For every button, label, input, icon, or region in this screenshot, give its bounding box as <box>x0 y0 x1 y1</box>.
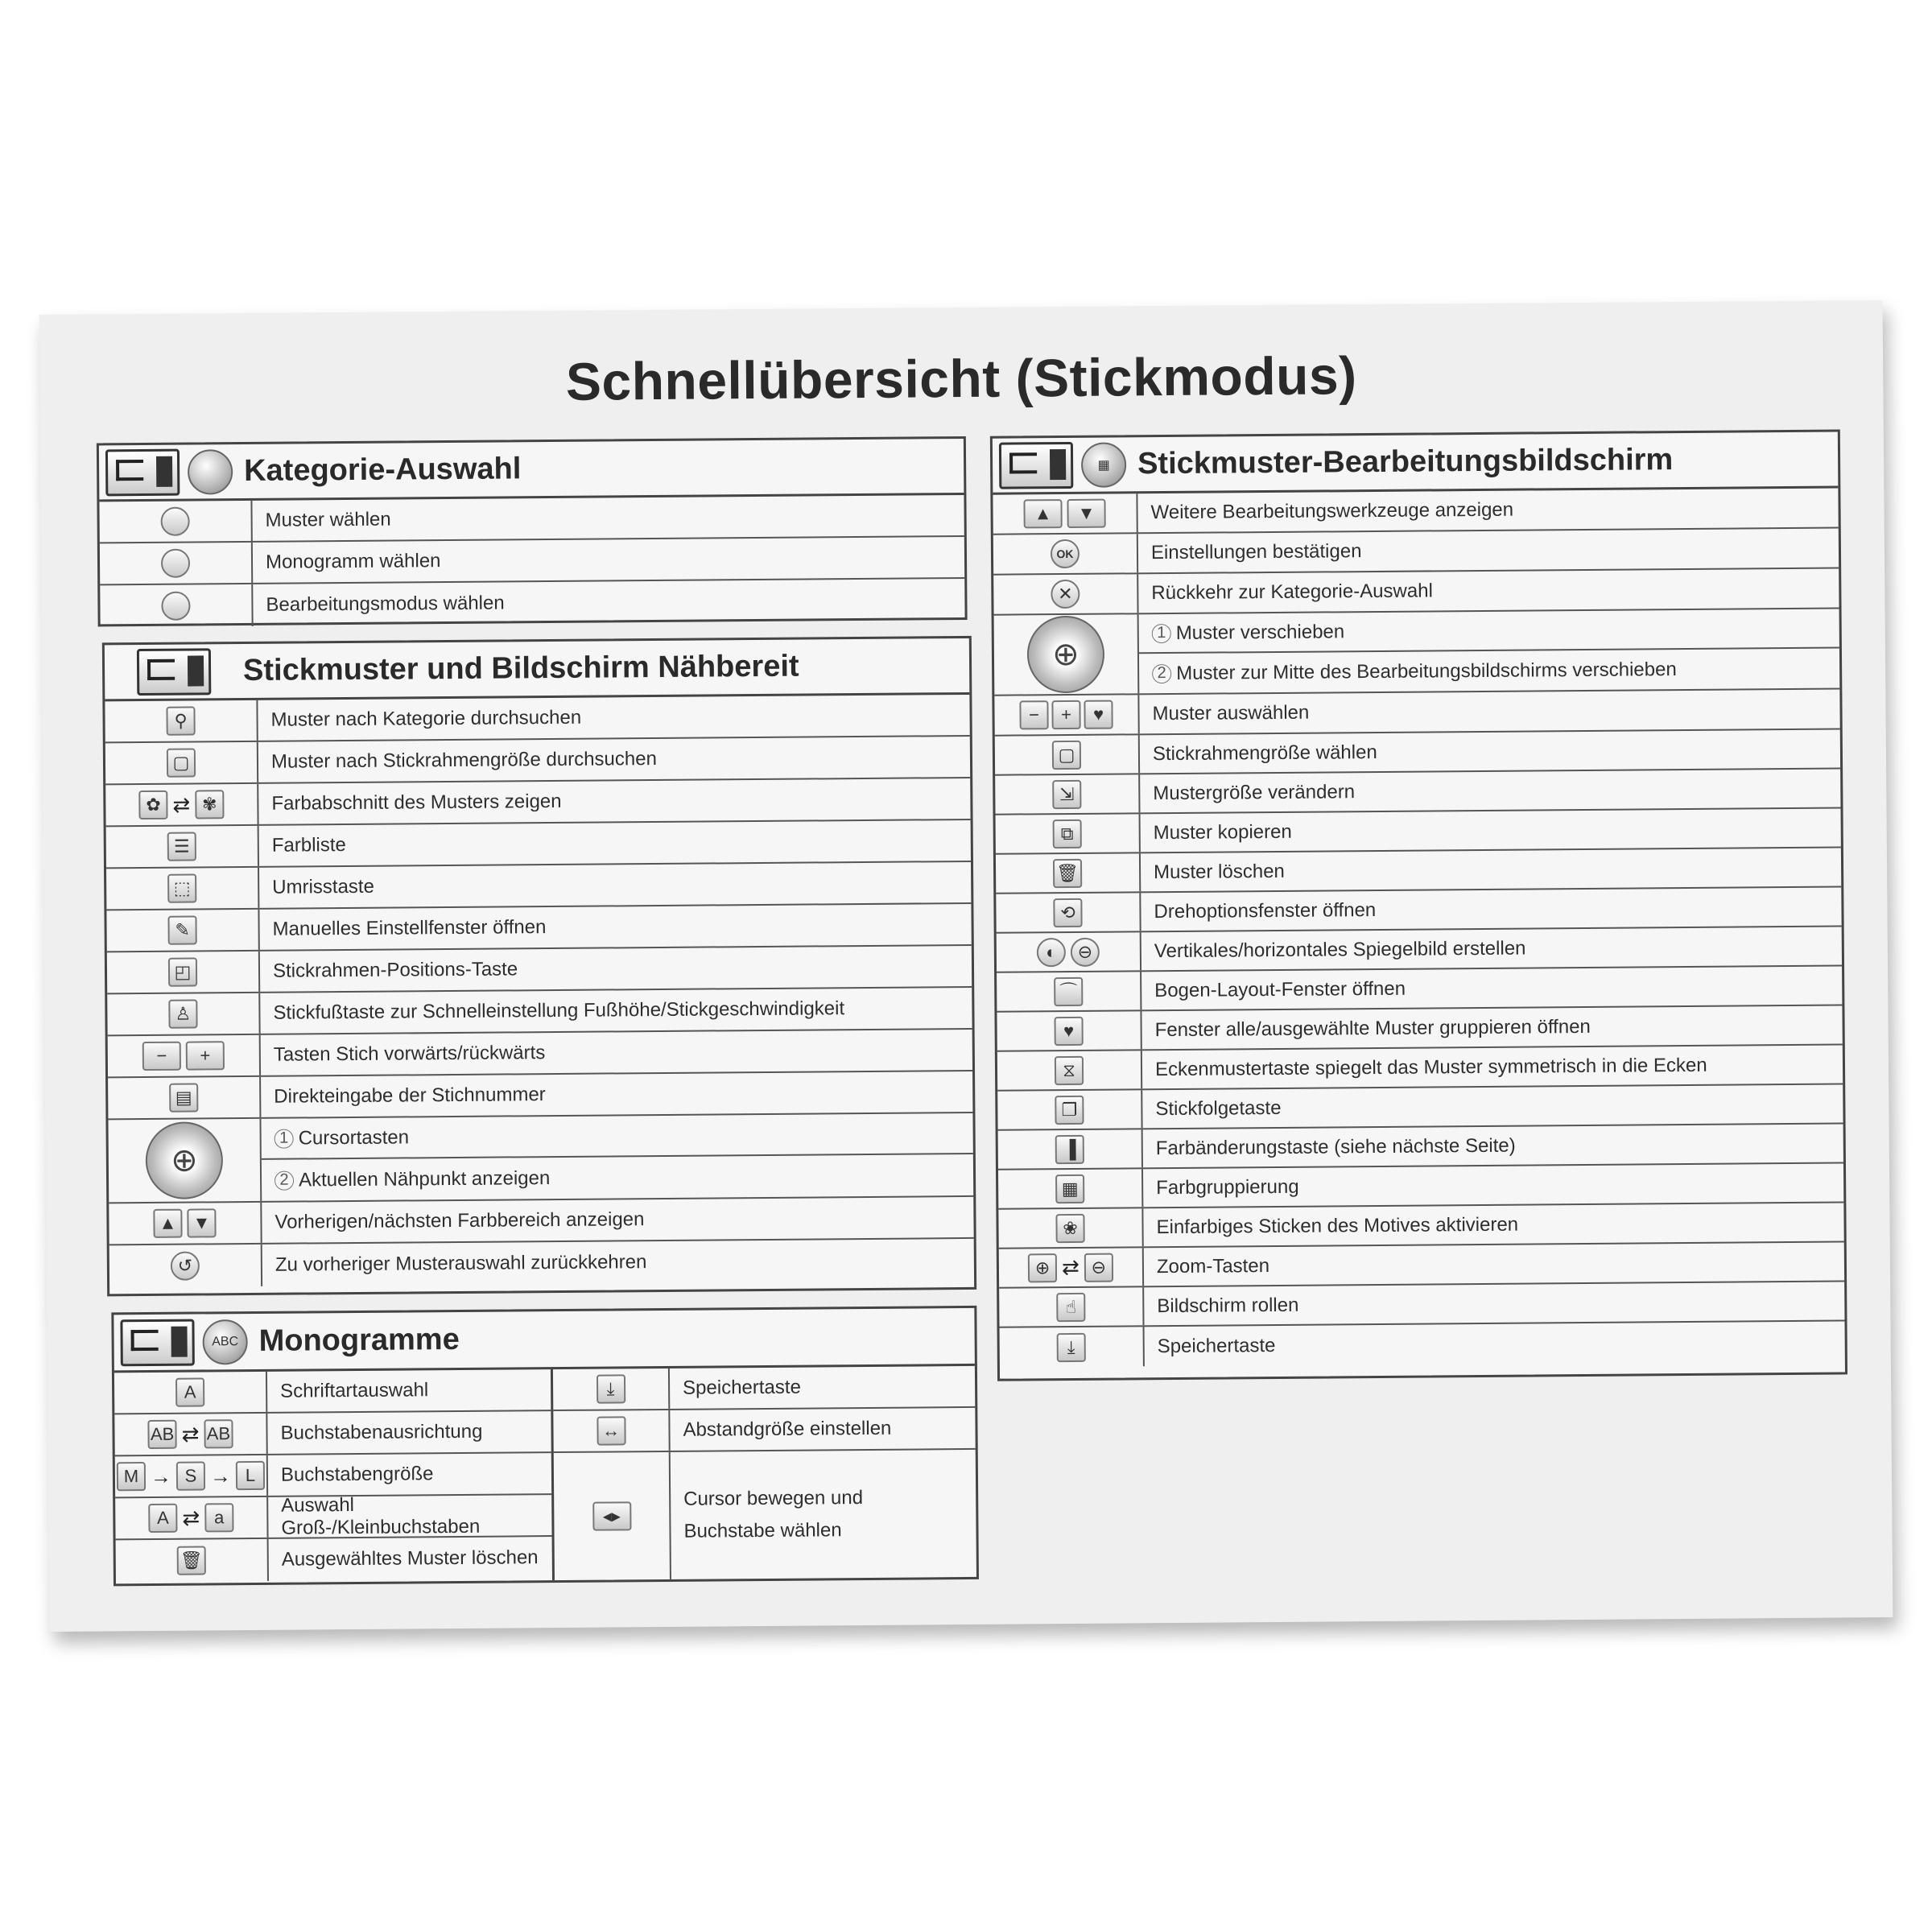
table-row: ♙ Stickfußtaste zur Schnelleinstellung Fußhöhe/Stickgeschwindigkeit <box>107 988 972 1036</box>
table-row: ▲ ▼ Vorherigen/nächsten Farbbereich anzeigen <box>109 1197 973 1245</box>
down-icon: ▼ <box>1067 499 1105 528</box>
table-row: ✕ Rückkehr zur Kategorie-Auswahl <box>993 568 1839 615</box>
flower-icon: ✾ <box>195 790 224 819</box>
resize-icon: ⇲ <box>1052 779 1081 808</box>
section-title: Stickmuster-Bearbeitungsbildschirm <box>1137 443 1674 481</box>
rotate-icon: ⟲ <box>1053 898 1082 927</box>
table-row: Bearbeitungsmodus wählen <box>100 579 964 627</box>
table-row: ⧉ Muster kopieren <box>996 808 1841 854</box>
table-row: ❐ Stickfolgetaste <box>997 1084 1843 1130</box>
table-row: ⌒ Bogen-Layout-Fenster öffnen <box>997 966 1842 1012</box>
section-title: Kategorie-Auswahl <box>243 452 522 489</box>
group-icon: ♥ <box>1054 1016 1083 1045</box>
table-row: A ⇄ a Auswahl Groß-/Kleinbuchstaben <box>115 1495 551 1540</box>
table-row: ⬚ Umrisstaste <box>106 862 971 910</box>
section-header <box>993 431 1839 494</box>
table-row: 🗑 Ausgewähltes Muster löschen <box>116 1537 552 1582</box>
table-row: ↔ Abstandgröße einstellen <box>553 1408 975 1453</box>
table-row: ◂▸ Cursor bewegen und Buchstabe wählen <box>554 1450 976 1580</box>
up-icon: ▲ <box>1023 499 1062 528</box>
table-row: 🗑 Muster löschen <box>996 848 1841 894</box>
scroll-hand-icon: ☝ <box>1056 1292 1085 1321</box>
table-row: OK Einstellungen bestätigen <box>993 528 1839 575</box>
table-row: ❀ Einfarbiges Sticken des Motives aktivieren <box>998 1203 1843 1249</box>
zoom-in-icon: ⊕ <box>1028 1253 1057 1282</box>
table-row: AB ⇄ AB Buchstabenausrichtung <box>114 1411 551 1456</box>
ok-icon: OK <box>1051 539 1080 568</box>
mirror-vertical-icon: ◐ <box>1037 938 1066 967</box>
manual-settings-icon: ✎ <box>167 916 196 945</box>
table-row: Monogramm wählen <box>100 537 964 585</box>
color-group-icon: ▦ <box>1055 1174 1084 1203</box>
minus-icon: − <box>142 1042 181 1071</box>
letter-ab-icon: AB <box>147 1420 176 1449</box>
flower-icon: ✿ <box>138 791 167 819</box>
edit-mode-icon <box>161 592 190 621</box>
trash-icon: 🗑 <box>1053 858 1082 887</box>
section-monogramme <box>111 1306 979 1586</box>
section-header <box>105 638 970 701</box>
foot-icon: ♙ <box>168 999 197 1028</box>
plus-icon: + <box>1051 700 1080 729</box>
heart-icon: ♥ <box>1084 700 1113 729</box>
save-icon: ⤓ <box>1057 1332 1086 1361</box>
mirror-horizontal-icon: ⊖ <box>1071 937 1100 966</box>
stitch-number-icon: ▤ <box>169 1083 198 1112</box>
table-row: Muster wählen <box>99 495 964 543</box>
table-row: ⚲ Muster nach Kategorie durchsuchen <box>105 695 969 743</box>
triangle-down-icon: ▼ <box>187 1208 216 1237</box>
hoop-size-search-icon: ▢ <box>167 749 196 778</box>
save-icon: ⤓ <box>596 1374 625 1403</box>
swap-arrows-icon: ⇄ <box>182 1505 200 1530</box>
undo-icon: ↺ <box>171 1251 200 1280</box>
hoop-size-icon: ▢ <box>1052 740 1081 769</box>
table-row: ⇲ Mustergröße verändern <box>995 769 1840 815</box>
table-row: ▦ Farbgruppierung <box>998 1163 1843 1209</box>
spacing-icon: ↔ <box>597 1416 625 1445</box>
table-row: ◐ ⊖ Vertikales/horizontales Spiegelbild erstellen <box>997 927 1842 972</box>
table-row: ✿ ⇄ ✾ Farbabschnitt des Musters zeigen <box>105 778 970 827</box>
table-row: ☰ Farbliste <box>106 820 971 869</box>
font-icon: A <box>175 1377 204 1406</box>
section-bereit <box>102 636 976 1296</box>
arc-layout-icon: ⌒ <box>1054 976 1083 1005</box>
category-wheel-icon <box>188 449 233 494</box>
sewing-machine-icon <box>999 441 1073 489</box>
table-row: ⤓ Speichertaste <box>553 1366 975 1411</box>
letter-ab-rotated-icon: AB <box>204 1419 233 1448</box>
section-header <box>99 439 964 502</box>
triangle-up-icon: ▲ <box>153 1209 182 1238</box>
color-list-icon: ☰ <box>167 832 196 861</box>
table-row: ⊕ ⇄ ⊖ Zoom-Tasten <box>999 1242 1844 1288</box>
color-change-icon: ▐ <box>1055 1134 1084 1163</box>
table-row: ▲ ▼ Weitere Bearbeitungswerkzeuge anzeigen <box>993 488 1838 535</box>
size-s-icon: S <box>176 1461 205 1490</box>
table-row: ↺ Zu vorheriger Musterauswahl zurückkehren <box>109 1239 974 1287</box>
cursor-move-icon: ◂▸ <box>592 1501 631 1530</box>
size-m-icon: M <box>117 1462 146 1491</box>
table-row: ⊕ 1 Muster verschieben 2 Muster zur Mitte des Bearbeitungsbildschirms verschieben <box>994 609 1840 696</box>
copy-icon: ⧉ <box>1053 819 1082 848</box>
table-row: − + Tasten Stich vorwärts/rückwärts <box>108 1030 972 1078</box>
page-title: Schnellübersicht (Stickmodus) <box>565 345 1357 411</box>
table-row: ▢ Muster nach Stickrahmengröße durchsuchen <box>105 737 970 785</box>
section-title: Monogramme <box>258 1322 460 1358</box>
table-row: ⤓ Speichertaste <box>1000 1321 1845 1367</box>
search-category-icon: ⚲ <box>166 707 195 736</box>
table-row: M → S → L Buchstabengröße <box>115 1453 551 1498</box>
cursor-pad-icon: ⊕ <box>145 1121 223 1199</box>
corner-icon: ⧖ <box>1055 1055 1084 1084</box>
stitch-order-icon: ❐ <box>1055 1095 1084 1124</box>
uppercase-icon: A <box>148 1504 177 1533</box>
plus-icon: + <box>186 1041 225 1070</box>
monogram-button-icon: ABC <box>202 1319 247 1364</box>
table-row: ⟲ Drehoptionsfenster öffnen <box>996 887 1841 933</box>
outline-icon: ⬚ <box>167 874 196 903</box>
swap-arrows-icon: ⇄ <box>181 1421 200 1447</box>
sewing-machine-icon <box>105 448 180 496</box>
size-l-icon: L <box>236 1461 265 1490</box>
section-kategorie <box>97 436 968 626</box>
table-row: A Schriftartauswahl <box>114 1369 551 1414</box>
table-row: ☝ Bildschirm rollen <box>999 1282 1844 1327</box>
lowercase-icon: a <box>204 1503 233 1532</box>
arrow-right-icon: → <box>150 1463 172 1488</box>
edit-button-icon: ▦ <box>1081 442 1126 487</box>
pattern-select-icon <box>160 507 189 536</box>
table-row: ▢ Stickrahmengröße wählen <box>995 729 1840 775</box>
section-title: Stickmuster und Bildschirm Nähbereit <box>242 649 799 688</box>
close-icon: ✕ <box>1051 580 1080 609</box>
table-row: ▐ Farbänderungstaste (siehe nächste Seite) <box>998 1124 1843 1170</box>
monogram-select-icon <box>161 549 190 578</box>
section-header <box>114 1308 975 1373</box>
sewing-machine-icon <box>120 1319 194 1366</box>
table-row: ♥ Fenster alle/ausgewählte Muster gruppieren öffnen <box>997 1005 1842 1051</box>
table-row: ◰ Stickrahmen-Positions-Taste <box>107 946 972 994</box>
hoop-position-icon: ◰ <box>168 958 197 987</box>
table-row: ▤ Direkteingabe der Stichnummer <box>108 1071 972 1120</box>
single-color-icon: ❀ <box>1055 1213 1084 1242</box>
table-row: − + ♥ Muster auswählen <box>994 689 1839 736</box>
swap-arrows-icon: ⇄ <box>1061 1254 1080 1280</box>
table-row: ⧖ Eckenmustertaste spiegelt das Muster symmetrisch in die Ecken <box>997 1045 1843 1091</box>
sewing-machine-icon <box>137 648 211 696</box>
table-row: ⊕ 1 Cursortasten 2 Aktuellen Nähpunkt anzeigen <box>108 1113 973 1203</box>
swap-arrows-icon: ⇄ <box>172 792 191 817</box>
delete-icon: 🗑 <box>177 1546 206 1575</box>
move-pad-icon: ⊕ <box>1027 616 1105 694</box>
section-edit <box>990 429 1847 1381</box>
arrow-right-icon: → <box>209 1463 232 1488</box>
zoom-out-icon: ⊖ <box>1084 1253 1113 1282</box>
quick-reference-sheet <box>39 300 1893 1632</box>
table-row: ✎ Manuelles Einstellfenster öffnen <box>106 904 971 952</box>
minus-icon: − <box>1019 700 1048 729</box>
